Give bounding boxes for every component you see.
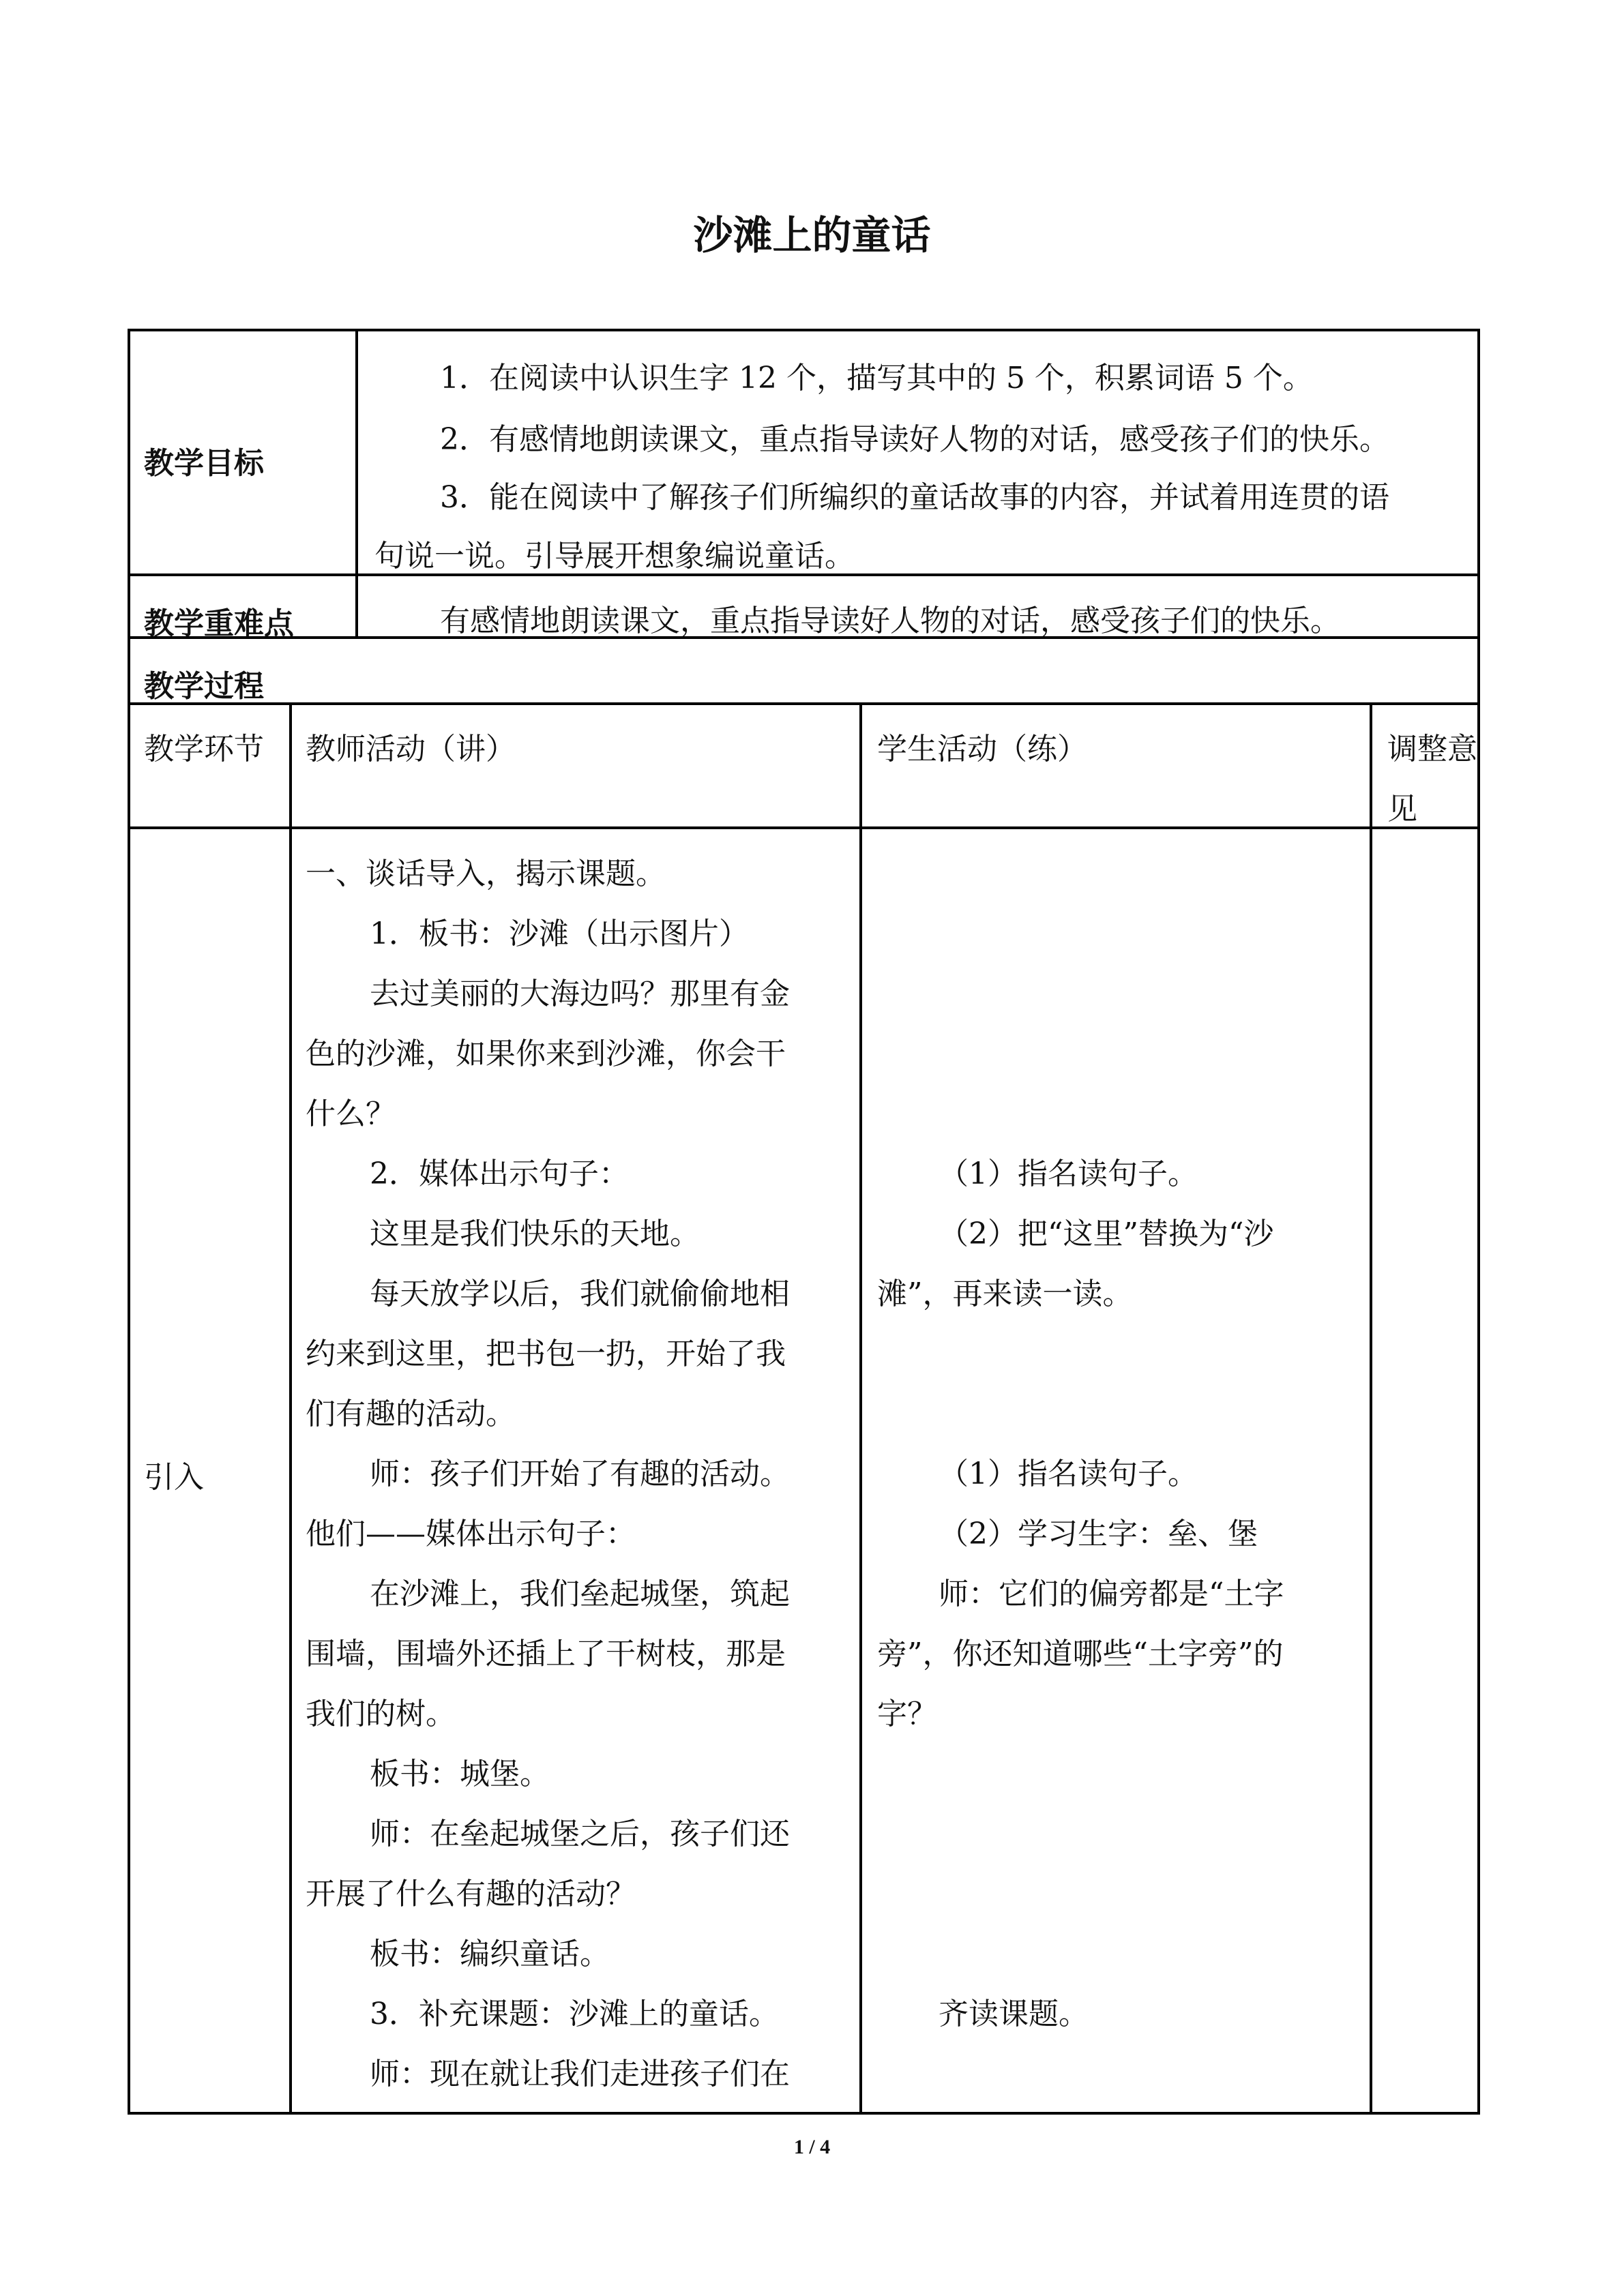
table-rule-process <box>128 702 1480 705</box>
teacher-line: 这里是我们快乐的天地。 <box>370 1217 700 1251</box>
teacher-line: 1．板书：沙滩（出示图片） <box>370 916 749 951</box>
teacher-line: 师：在垒起城堡之后，孩子们还 <box>370 1817 790 1851</box>
goals-line: 2．有感情地朗读课文，重点指导读好人物的对话，感受孩子们的快乐。 <box>440 422 1389 457</box>
teacher-line: 3．补充课题：沙滩上的童话。 <box>370 1997 779 2031</box>
teacher-line: 在沙滩上，我们垒起城堡，筑起 <box>370 1577 790 1611</box>
column-header-adjust: 见 <box>1387 792 1417 826</box>
student-line: 字？ <box>877 1697 937 1731</box>
teacher-line: 去过美丽的大海边吗？那里有金 <box>370 976 790 1011</box>
table-rule-header <box>128 826 1480 829</box>
student-line: （2）学习生字：垒、堡 <box>939 1517 1258 1551</box>
student-line: （1）指名读句子。 <box>939 1157 1198 1191</box>
teacher-line: 他们——媒体出示句子： <box>306 1517 636 1551</box>
column-header-stage: 教学环节 <box>144 732 264 766</box>
student-line: 师：它们的偏旁都是“土字 <box>939 1577 1284 1611</box>
teacher-line: 约来到这里，把书包一扔，开始了我 <box>306 1337 786 1371</box>
teacher-line: 开展了什么有趣的活动？ <box>306 1877 636 1911</box>
student-line: 旁”，你还知道哪些“土字旁”的 <box>877 1637 1284 1671</box>
keypoints-text: 有感情地朗读课文，重点指导读好人物的对话，感受孩子们的快乐。 <box>440 603 1340 638</box>
page-number: 1 / 4 <box>793 2136 831 2158</box>
student-line: 齐读课题。 <box>939 1997 1089 2031</box>
column-header-student: 学生活动（练） <box>877 732 1087 766</box>
teacher-line: 板书：编织童话。 <box>370 1937 610 1971</box>
teacher-line: 围墙，围墙外还插上了干树枝，那是 <box>306 1637 786 1671</box>
stage-intro: 引入 <box>144 1460 204 1495</box>
table-rule-label-column <box>355 329 358 639</box>
teacher-line: 色的沙滩，如果你来到沙滩，你会干 <box>306 1037 786 1071</box>
teacher-line: 什么？ <box>306 1097 396 1131</box>
table-border-left <box>128 329 130 2115</box>
goals-line: 句说一说。引导展开想象编说童话。 <box>374 539 855 573</box>
goals-line: 1．在阅读中认识生字 12 个，描写其中的 5 个，积累词语 5 个。 <box>440 361 1313 396</box>
column-header-teacher: 教师活动（讲） <box>306 732 516 766</box>
table-border-top <box>128 329 1480 331</box>
teacher-line: 我们的树。 <box>306 1697 456 1731</box>
teacher-line: 一、谈话导入，揭示课题。 <box>306 856 666 891</box>
teacher-line: 师：现在就让我们走进孩子们在 <box>370 2057 790 2091</box>
teacher-line: 师：孩子们开始了有趣的活动。 <box>370 1457 790 1491</box>
table-rule-stage-column <box>289 702 292 2115</box>
table-border-bottom <box>128 2112 1480 2115</box>
teacher-line: 每天放学以后，我们就偷偷地相 <box>370 1277 790 1311</box>
teacher-line: 板书：城堡。 <box>370 1757 550 1791</box>
teacher-line: 们有趣的活动。 <box>306 1397 516 1431</box>
keypoints-label: 教学重难点 <box>144 606 294 641</box>
table-border-right <box>1477 329 1480 2115</box>
process-label: 教学过程 <box>144 669 264 704</box>
document-title: 沙滩上的童话 <box>693 212 931 258</box>
table-rule-teacher-column <box>859 702 862 2115</box>
teacher-line: 2．媒体出示句子： <box>370 1157 629 1191</box>
table-rule-student-column <box>1370 702 1372 2115</box>
column-header-adjust: 调整意 <box>1387 732 1477 766</box>
student-line: 滩”，再来读一读。 <box>877 1277 1133 1311</box>
goals-line: 3．能在阅读中了解孩子们所编织的童话故事的内容，并试着用连贯的语 <box>440 480 1389 515</box>
student-line: （2）把“这里”替换为“沙 <box>939 1217 1274 1251</box>
student-line: （1）指名读句子。 <box>939 1457 1198 1491</box>
goals-label: 教学目标 <box>144 446 264 481</box>
